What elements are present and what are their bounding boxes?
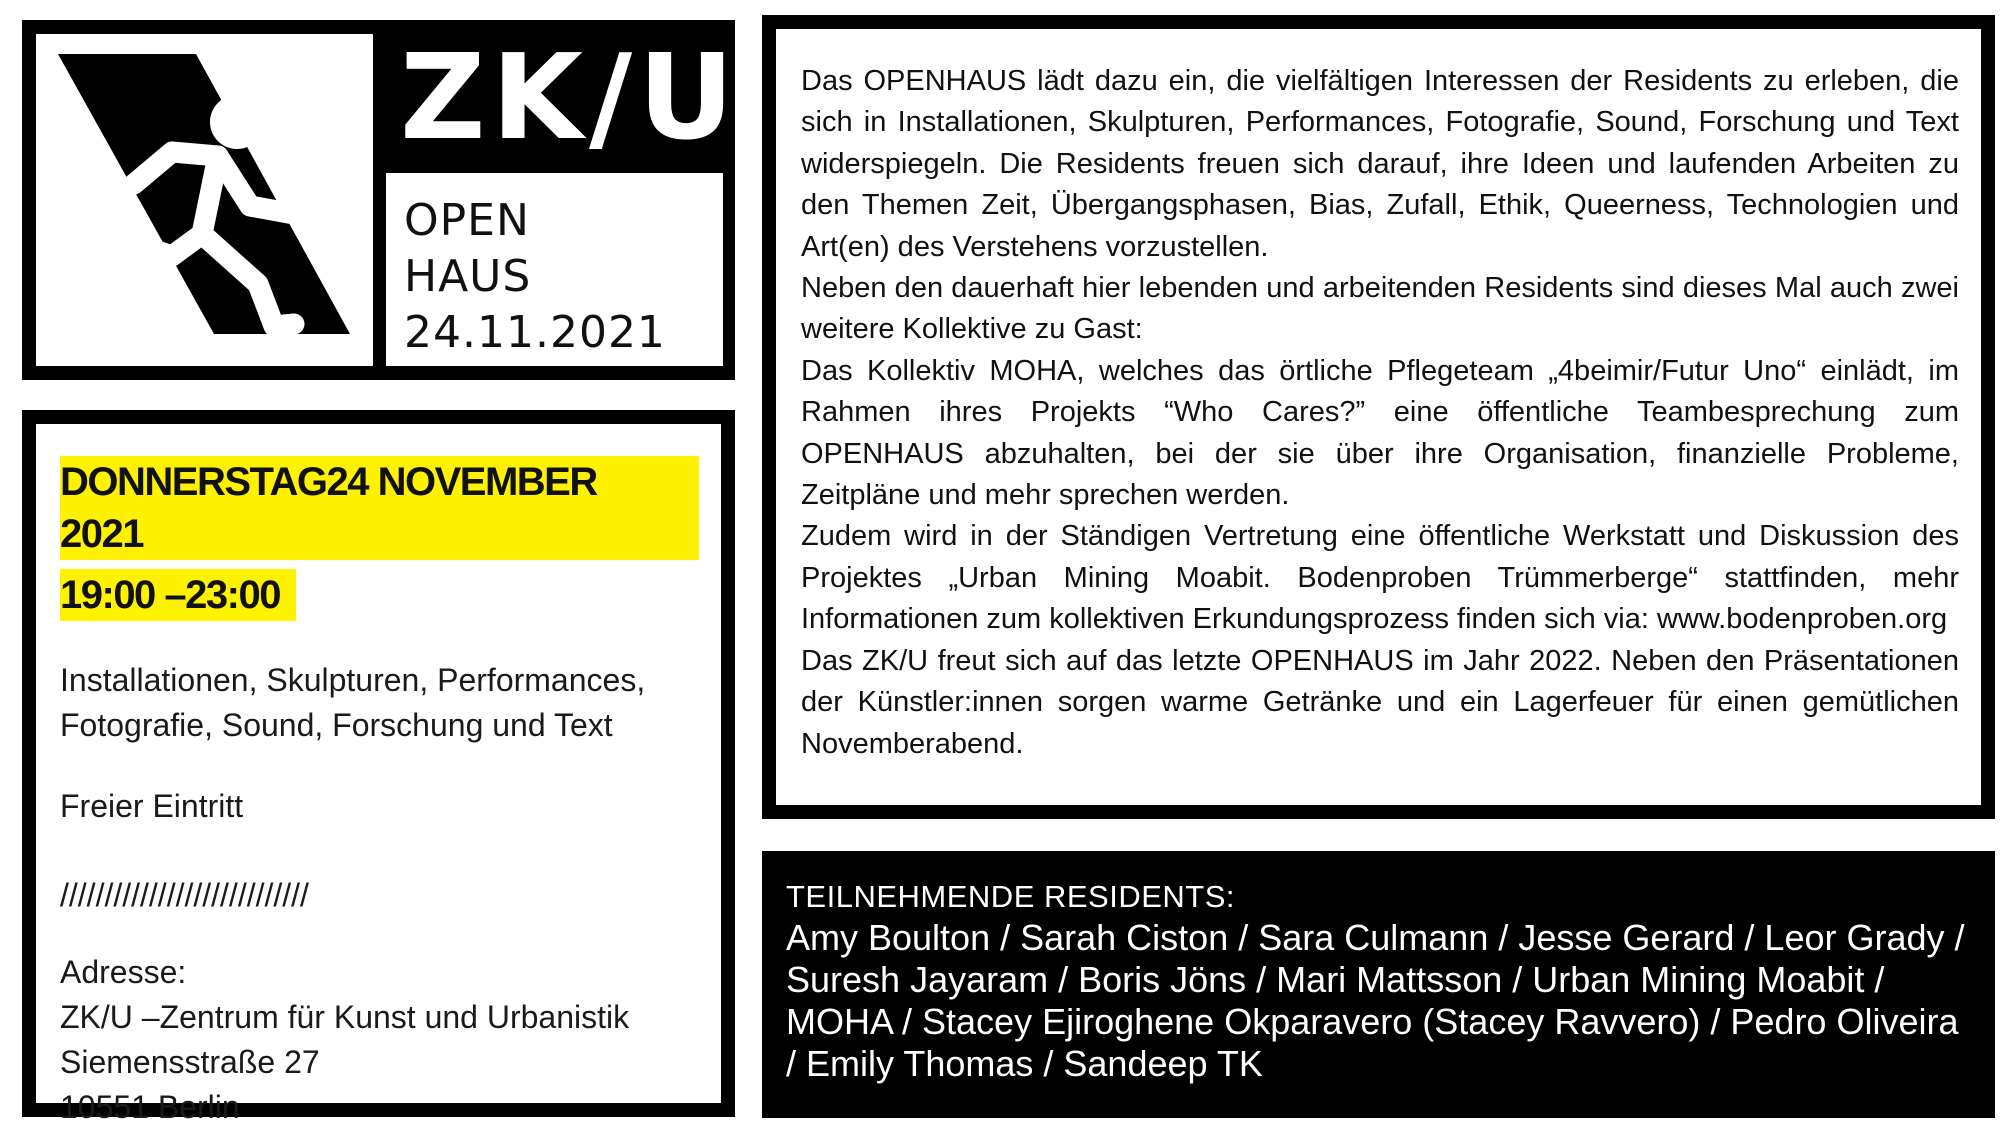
description-paragraph: Zudem wird in der Ständigen Vertretung eine öffentliche Werkstatt und Diskussion des Projektes „Urban Mining Moabit. Bodenproben Trümmerberge“ stattfinden, mehr Informationen zum kollektiven Erkundungsprozess finden sich via: www.bodenproben.org (801, 520, 1959, 636)
residents-list: Amy Boulton / Sarah Ciston / Sara Culmann / Jesse Gerard / Leor Grady / Suresh Jayaram / Boris Jöns / Mari Mattsson / Urban Mining Moabit / MOHA / Stacey Ejiroghene Okparavero (Stacey Ravvero) / Pedro Oliveira / Emily Thomas / Sandeep TK (786, 917, 1965, 1084)
event-time: 19:00 –23:00 (60, 569, 296, 621)
disciplines-line-1: Installationen, Skulpturen, Performances, (60, 662, 646, 698)
open-haus-panel (386, 173, 723, 366)
residents-box (762, 851, 1995, 1118)
logo-block (22, 20, 740, 380)
disciplines-line-2: Fotografie, Sound, Forschung und Text (60, 707, 613, 743)
panel-line-haus: HAUS (404, 251, 532, 302)
admission-text: Freier Eintritt (60, 788, 244, 824)
divider-slashes: //////////////////////////// (60, 877, 309, 913)
residents-heading: TEILNEHMENDE RESIDENTS: (786, 879, 1236, 914)
logo-emblem (36, 34, 373, 366)
address-line-1: ZK/U –Zentrum für Kunst und Urbanistik (60, 999, 630, 1035)
description-paragraph: Das Kollektiv MOHA, welches das örtliche Pflegeteam „4beimir/Futur Uno“ einlädt, im Rahmen ihres Projekts “Who Cares?” eine öffentliche Teambesprechung zum OPENHAUS abzuhalten, bei der sie über ihre Organisation, finanzielle Probleme, Zeitpläne und mehr sprechen werden. (801, 354, 1959, 512)
description-paragraph: Neben den dauerhaft hier lebenden und arbeitenden Residents sind dieses Mal auch zwei weitere Kollektive zu Gast: (801, 272, 1959, 346)
description-paragraph: Das ZK/U freut sich auf das letzte OPENHAUS im Jahr 2022. Neben den Präsentationen der Künstler:innen sorgen warme Getränke und ein Lagerfeuer für einen gemütlichen Novemberabend. (801, 644, 1959, 760)
logo-title: ZK/U (400, 28, 740, 166)
event-date: DONNERSTAG24 NOVEMBER 2021 (60, 456, 699, 560)
description-content (776, 29, 1981, 805)
address-line-2: Siemensstraße 27 (60, 1044, 320, 1080)
description-paragraph: Das OPENHAUS lädt dazu ein, die vielfältigen Interessen der Residents zu erleben, die sich in Installationen, Skulpturen, Performances, Fotografie, Sound, Forschung und Text widerspiegeln. Die Residents freuen sich darauf, ihre Ideen und laufenden Arbeiten zu den Themen Zeit, Übergangsphasen, Bias, Zufall, Ethik, Queerness, Technologien und Art(en) des Verstehens vorzustellen. (801, 65, 1959, 263)
panel-date: 24.11.2021 (404, 307, 666, 358)
running-person-exit-icon (36, 34, 373, 366)
event-info-content (36, 424, 721, 1125)
address-line-3: 10551 Berlin (60, 1089, 240, 1125)
address-label: Adresse: (60, 954, 187, 990)
description-box (762, 15, 1995, 819)
event-info-box (22, 410, 735, 1125)
panel-line-open: OPEN (404, 195, 530, 246)
